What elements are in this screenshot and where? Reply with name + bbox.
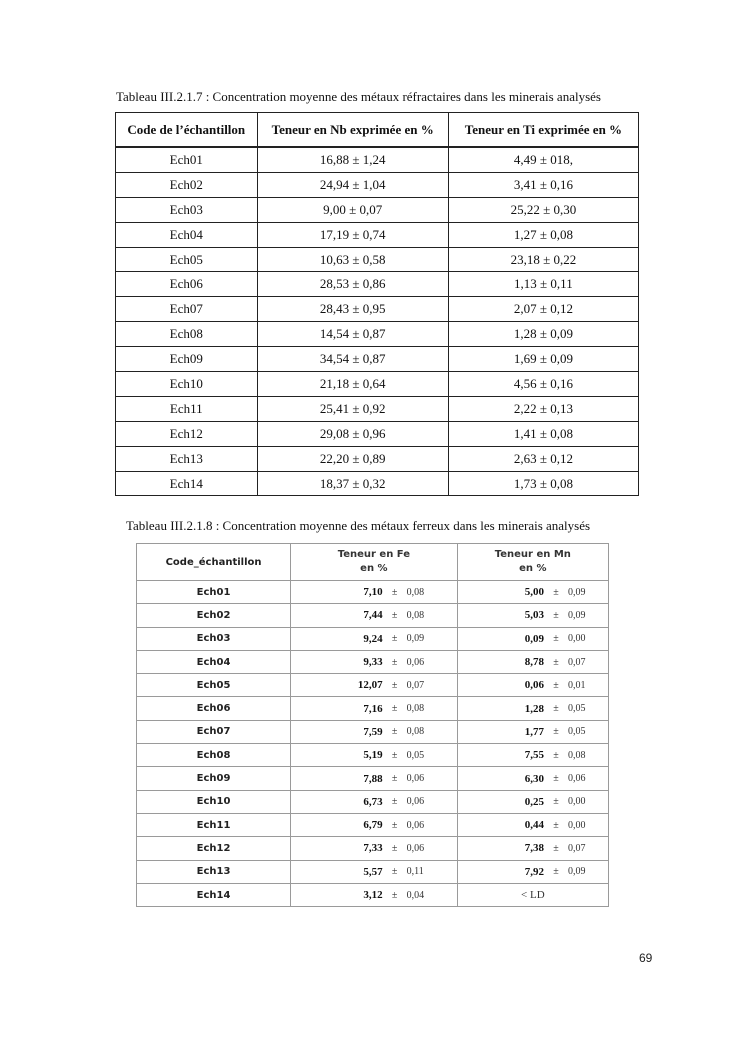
table-row xyxy=(116,322,639,347)
plus-minus-sign: ± xyxy=(553,656,559,668)
table-row xyxy=(137,720,609,743)
table-row xyxy=(137,837,609,860)
nb-value-cell: 14,54 ± 0,87 xyxy=(257,322,448,347)
fe-uncertainty: 0,08 xyxy=(406,609,425,621)
ti-value-cell: 2,63 ± 0,12 xyxy=(448,446,638,471)
fe-uncertainty: 0,09 xyxy=(406,633,425,645)
plus-minus-sign: ± xyxy=(553,796,559,808)
fe-value-cell xyxy=(291,883,458,906)
table-row xyxy=(116,347,639,372)
sample-code-cell: Ech08 xyxy=(137,744,291,767)
mn-header-line1: Teneur en Mn xyxy=(494,549,571,560)
plus-minus-sign: ± xyxy=(553,609,559,621)
table-header-row xyxy=(137,544,609,581)
mn-value-cell xyxy=(457,697,608,720)
sample-code-cell: Ech13 xyxy=(116,446,258,471)
plus-minus-sign: ± xyxy=(553,773,559,785)
sample-code-cell: Ech11 xyxy=(137,813,291,836)
sample-code-cell: Ech05 xyxy=(137,674,291,697)
plus-minus-sign: ± xyxy=(391,749,398,761)
ti-value-cell: 1,41 ± 0,08 xyxy=(448,421,638,446)
nb-value-cell: 24,94 ± 1,04 xyxy=(257,172,448,197)
mn-value-cell xyxy=(457,627,608,650)
page-number: 69 xyxy=(639,951,653,965)
nb-value-cell: 16,88 ± 1,24 xyxy=(257,147,448,172)
plus-minus-sign: ± xyxy=(391,796,398,808)
mn-value-cell xyxy=(457,744,608,767)
plus-minus-sign: ± xyxy=(553,842,559,854)
table-row xyxy=(137,697,609,720)
sample-code-cell: Ech12 xyxy=(116,421,258,446)
sample-code-cell: Ech13 xyxy=(137,860,291,883)
fe-value-cell xyxy=(291,697,458,720)
ti-value-cell: 23,18 ± 0,22 xyxy=(448,247,638,272)
fe-value-cell xyxy=(291,674,458,697)
plus-minus-sign: ± xyxy=(553,586,559,598)
ti-value-cell: 25,22 ± 0,30 xyxy=(448,197,638,222)
sample-code-cell: Ech09 xyxy=(116,347,258,372)
fe-value: 7,16 xyxy=(363,702,383,715)
nb-value-cell: 29,08 ± 0,96 xyxy=(257,421,448,446)
nb-value-cell: 21,18 ± 0,64 xyxy=(257,372,448,397)
plus-minus-sign: ± xyxy=(553,749,559,761)
mn-uncertainty: 0,09 xyxy=(568,586,586,598)
column-header-mn xyxy=(457,544,608,581)
fe-value: 5,19 xyxy=(363,749,383,762)
nb-value-cell: 17,19 ± 0,74 xyxy=(257,222,448,247)
plus-minus-sign: ± xyxy=(391,889,398,901)
mn-value: 5,00 xyxy=(524,586,544,599)
refractory-metals-table xyxy=(115,112,639,496)
sample-code-cell: Ech11 xyxy=(116,396,258,421)
plus-minus-sign: ± xyxy=(391,866,398,878)
fe-value: 5,57 xyxy=(363,865,383,878)
fe-value-cell xyxy=(291,581,458,604)
mn-uncertainty: 0,07 xyxy=(568,656,586,668)
mn-uncertainty: 0,09 xyxy=(568,866,586,878)
mn-value: 8,78 xyxy=(524,656,544,669)
fe-value: 12,07 xyxy=(357,679,383,692)
mn-value: 7,38 xyxy=(524,842,544,855)
ferrous-metals-table xyxy=(136,543,609,907)
fe-value-cell xyxy=(291,767,458,790)
sample-code-cell: Ech12 xyxy=(137,837,291,860)
ti-value-cell: 2,22 ± 0,13 xyxy=(448,396,638,421)
plus-minus-sign: ± xyxy=(391,609,398,621)
mn-uncertainty: 0,06 xyxy=(568,773,586,785)
column-header-fe xyxy=(291,544,458,581)
nb-value-cell: 28,53 ± 0,86 xyxy=(257,272,448,297)
ti-value-cell: 4,49 ± 018, xyxy=(448,147,638,172)
column-header-nb: Teneur en Nb exprimée en % xyxy=(257,113,448,148)
table-row xyxy=(116,247,639,272)
table-row xyxy=(137,581,609,604)
fe-value: 7,44 xyxy=(363,609,383,622)
mn-uncertainty: 0,08 xyxy=(568,749,586,761)
plus-minus-sign: ± xyxy=(391,703,398,715)
mn-value: 0,25 xyxy=(524,795,544,808)
fe-uncertainty: 0,06 xyxy=(406,773,425,785)
mn-uncertainty: 0,01 xyxy=(568,679,586,691)
plus-minus-sign: ± xyxy=(391,586,398,598)
sample-code-cell: Ech08 xyxy=(116,322,258,347)
fe-value-cell xyxy=(291,860,458,883)
fe-value: 7,33 xyxy=(363,842,383,855)
nb-value-cell: 10,63 ± 0,58 xyxy=(257,247,448,272)
plus-minus-sign: ± xyxy=(391,842,398,854)
fe-header-line2: en % xyxy=(360,563,388,574)
mn-uncertainty: 0,09 xyxy=(568,609,586,621)
mn-value: 0,44 xyxy=(524,819,544,832)
fe-value: 3,12 xyxy=(363,889,383,901)
table-row xyxy=(116,297,639,322)
mn-uncertainty: 0,00 xyxy=(568,796,586,808)
ti-value-cell: 1,13 ± 0,11 xyxy=(448,272,638,297)
sample-code-cell: Ech10 xyxy=(137,790,291,813)
nb-value-cell: 22,20 ± 0,89 xyxy=(257,446,448,471)
plus-minus-sign: ± xyxy=(553,866,559,878)
mn-value-cell xyxy=(457,837,608,860)
table-row xyxy=(116,446,639,471)
fe-value: 6,79 xyxy=(363,819,383,832)
sample-code-cell: Ech04 xyxy=(137,650,291,673)
column-header-sample-code: Code de l’échantillon xyxy=(116,113,258,148)
column-header-sample-code: Code_échantillon xyxy=(137,544,291,581)
fe-value-cell xyxy=(291,837,458,860)
fe-header-line1: Teneur en Fe xyxy=(337,549,411,560)
fe-uncertainty: 0,08 xyxy=(406,703,425,715)
sample-code-cell: Ech01 xyxy=(137,581,291,604)
plus-minus-sign: ± xyxy=(553,679,559,691)
table-row xyxy=(116,471,639,496)
nb-value-cell: 34,54 ± 0,87 xyxy=(257,347,448,372)
plus-minus-sign: ± xyxy=(391,819,398,831)
plus-minus-sign: ± xyxy=(553,819,559,831)
fe-uncertainty: 0,08 xyxy=(406,586,425,598)
plus-minus-sign: ± xyxy=(553,726,559,738)
nb-value-cell: 9,00 ± 0,07 xyxy=(257,197,448,222)
mn-value-cell: < LD xyxy=(457,883,608,906)
table-header-row xyxy=(116,113,639,148)
table-row xyxy=(116,147,639,172)
fe-uncertainty: 0,04 xyxy=(406,889,425,901)
sample-code-cell: Ech03 xyxy=(137,627,291,650)
mn-value-cell xyxy=(457,860,608,883)
plus-minus-sign: ± xyxy=(553,633,559,645)
table-row xyxy=(137,650,609,673)
fe-value-cell xyxy=(291,604,458,627)
fe-uncertainty: 0,06 xyxy=(406,656,425,668)
table-row xyxy=(137,813,609,836)
sample-code-cell: Ech02 xyxy=(116,172,258,197)
mn-uncertainty: 0,07 xyxy=(568,842,586,854)
fe-value: 9,24 xyxy=(363,632,383,645)
plus-minus-sign: ± xyxy=(391,633,398,645)
fe-value-cell xyxy=(291,744,458,767)
sample-code-cell: Ech02 xyxy=(137,604,291,627)
sample-code-cell: Ech01 xyxy=(116,147,258,172)
mn-value: 6,30 xyxy=(524,772,544,785)
plus-minus-sign: ± xyxy=(391,773,398,785)
mn-value: 5,03 xyxy=(524,609,544,622)
mn-uncertainty: 0,00 xyxy=(568,819,586,831)
mn-value: 7,55 xyxy=(524,749,544,762)
table-row xyxy=(137,627,609,650)
table-row xyxy=(116,421,639,446)
plus-minus-sign: ± xyxy=(391,679,398,691)
sample-code-cell: Ech03 xyxy=(116,197,258,222)
mn-value-cell xyxy=(457,813,608,836)
nb-value-cell: 18,37 ± 0,32 xyxy=(257,471,448,496)
fe-value: 7,88 xyxy=(363,772,383,785)
mn-uncertainty: 0,05 xyxy=(568,726,586,738)
fe-value: 9,33 xyxy=(363,656,383,669)
sample-code-cell: Ech06 xyxy=(137,697,291,720)
mn-value-cell xyxy=(457,720,608,743)
table-row xyxy=(116,372,639,397)
mn-uncertainty: 0,00 xyxy=(568,633,586,645)
mn-value-cell xyxy=(457,581,608,604)
plus-minus-sign: ± xyxy=(391,656,398,668)
sample-code-cell: Ech09 xyxy=(137,767,291,790)
sample-code-cell: Ech07 xyxy=(137,720,291,743)
ti-value-cell: 1,69 ± 0,09 xyxy=(448,347,638,372)
table-row xyxy=(137,860,609,883)
mn-value-cell xyxy=(457,790,608,813)
table-row xyxy=(137,790,609,813)
mn-value-cell xyxy=(457,767,608,790)
column-header-ti: Teneur en Ti exprimée en % xyxy=(448,113,638,148)
sample-code-cell: Ech14 xyxy=(137,883,291,906)
fe-uncertainty: 0,06 xyxy=(406,842,425,854)
table-row xyxy=(116,222,639,247)
fe-uncertainty: 0,05 xyxy=(406,749,425,761)
sample-code-cell: Ech10 xyxy=(116,372,258,397)
table-row xyxy=(116,272,639,297)
ti-value-cell: 2,07 ± 0,12 xyxy=(448,297,638,322)
table-row xyxy=(116,396,639,421)
mn-value: 7,92 xyxy=(524,865,544,878)
ti-value-cell: 1,73 ± 0,08 xyxy=(448,471,638,496)
fe-value-cell xyxy=(291,720,458,743)
fe-uncertainty: 0,07 xyxy=(406,679,425,691)
mn-value: 1,28 xyxy=(524,702,544,715)
mn-value: 1,77 xyxy=(524,725,544,738)
ti-value-cell: 3,41 ± 0,16 xyxy=(448,172,638,197)
table1-caption: Tableau III.2.1.7 : Concentration moyenne des métaux réfractaires dans les minerais analysés xyxy=(116,89,601,104)
mn-value-cell xyxy=(457,674,608,697)
mn-uncertainty: 0,05 xyxy=(568,703,586,715)
fe-value: 7,10 xyxy=(363,586,383,599)
fe-value: 6,73 xyxy=(363,795,383,808)
nb-value-cell: 28,43 ± 0,95 xyxy=(257,297,448,322)
nb-value-cell: 25,41 ± 0,92 xyxy=(257,396,448,421)
plus-minus-sign: ± xyxy=(391,726,398,738)
table-row xyxy=(137,744,609,767)
table2-caption: Tableau III.2.1.8 : Concentration moyenne des métaux ferreux dans les minerais analysés xyxy=(126,518,591,533)
table-row xyxy=(137,604,609,627)
table-row xyxy=(137,767,609,790)
fe-value-cell xyxy=(291,790,458,813)
mn-value: 0,09 xyxy=(524,632,544,645)
sample-code-cell: Ech14 xyxy=(116,471,258,496)
table-row xyxy=(116,172,639,197)
ti-value-cell: 1,27 ± 0,08 xyxy=(448,222,638,247)
fe-uncertainty: 0,06 xyxy=(406,819,425,831)
fe-value-cell xyxy=(291,650,458,673)
sample-code-cell: Ech05 xyxy=(116,247,258,272)
sample-code-cell: Ech04 xyxy=(116,222,258,247)
sample-code-cell: Ech07 xyxy=(116,297,258,322)
fe-uncertainty: 0,08 xyxy=(406,726,425,738)
mn-value-cell xyxy=(457,604,608,627)
sample-code-cell: Ech06 xyxy=(116,272,258,297)
table-row xyxy=(116,197,639,222)
ti-value-cell: 4,56 ± 0,16 xyxy=(448,372,638,397)
fe-uncertainty: 0,11 xyxy=(406,866,424,878)
mn-value-cell xyxy=(457,650,608,673)
mn-value: 0,06 xyxy=(524,679,544,692)
fe-value-cell xyxy=(291,627,458,650)
table-row xyxy=(137,674,609,697)
plus-minus-sign: ± xyxy=(553,703,559,715)
ti-value-cell: 1,28 ± 0,09 xyxy=(448,322,638,347)
fe-uncertainty: 0,06 xyxy=(406,796,425,808)
fe-value-cell xyxy=(291,813,458,836)
mn-header-line2: en % xyxy=(519,563,547,574)
fe-value: 7,59 xyxy=(363,725,383,738)
table-row xyxy=(137,883,609,906)
